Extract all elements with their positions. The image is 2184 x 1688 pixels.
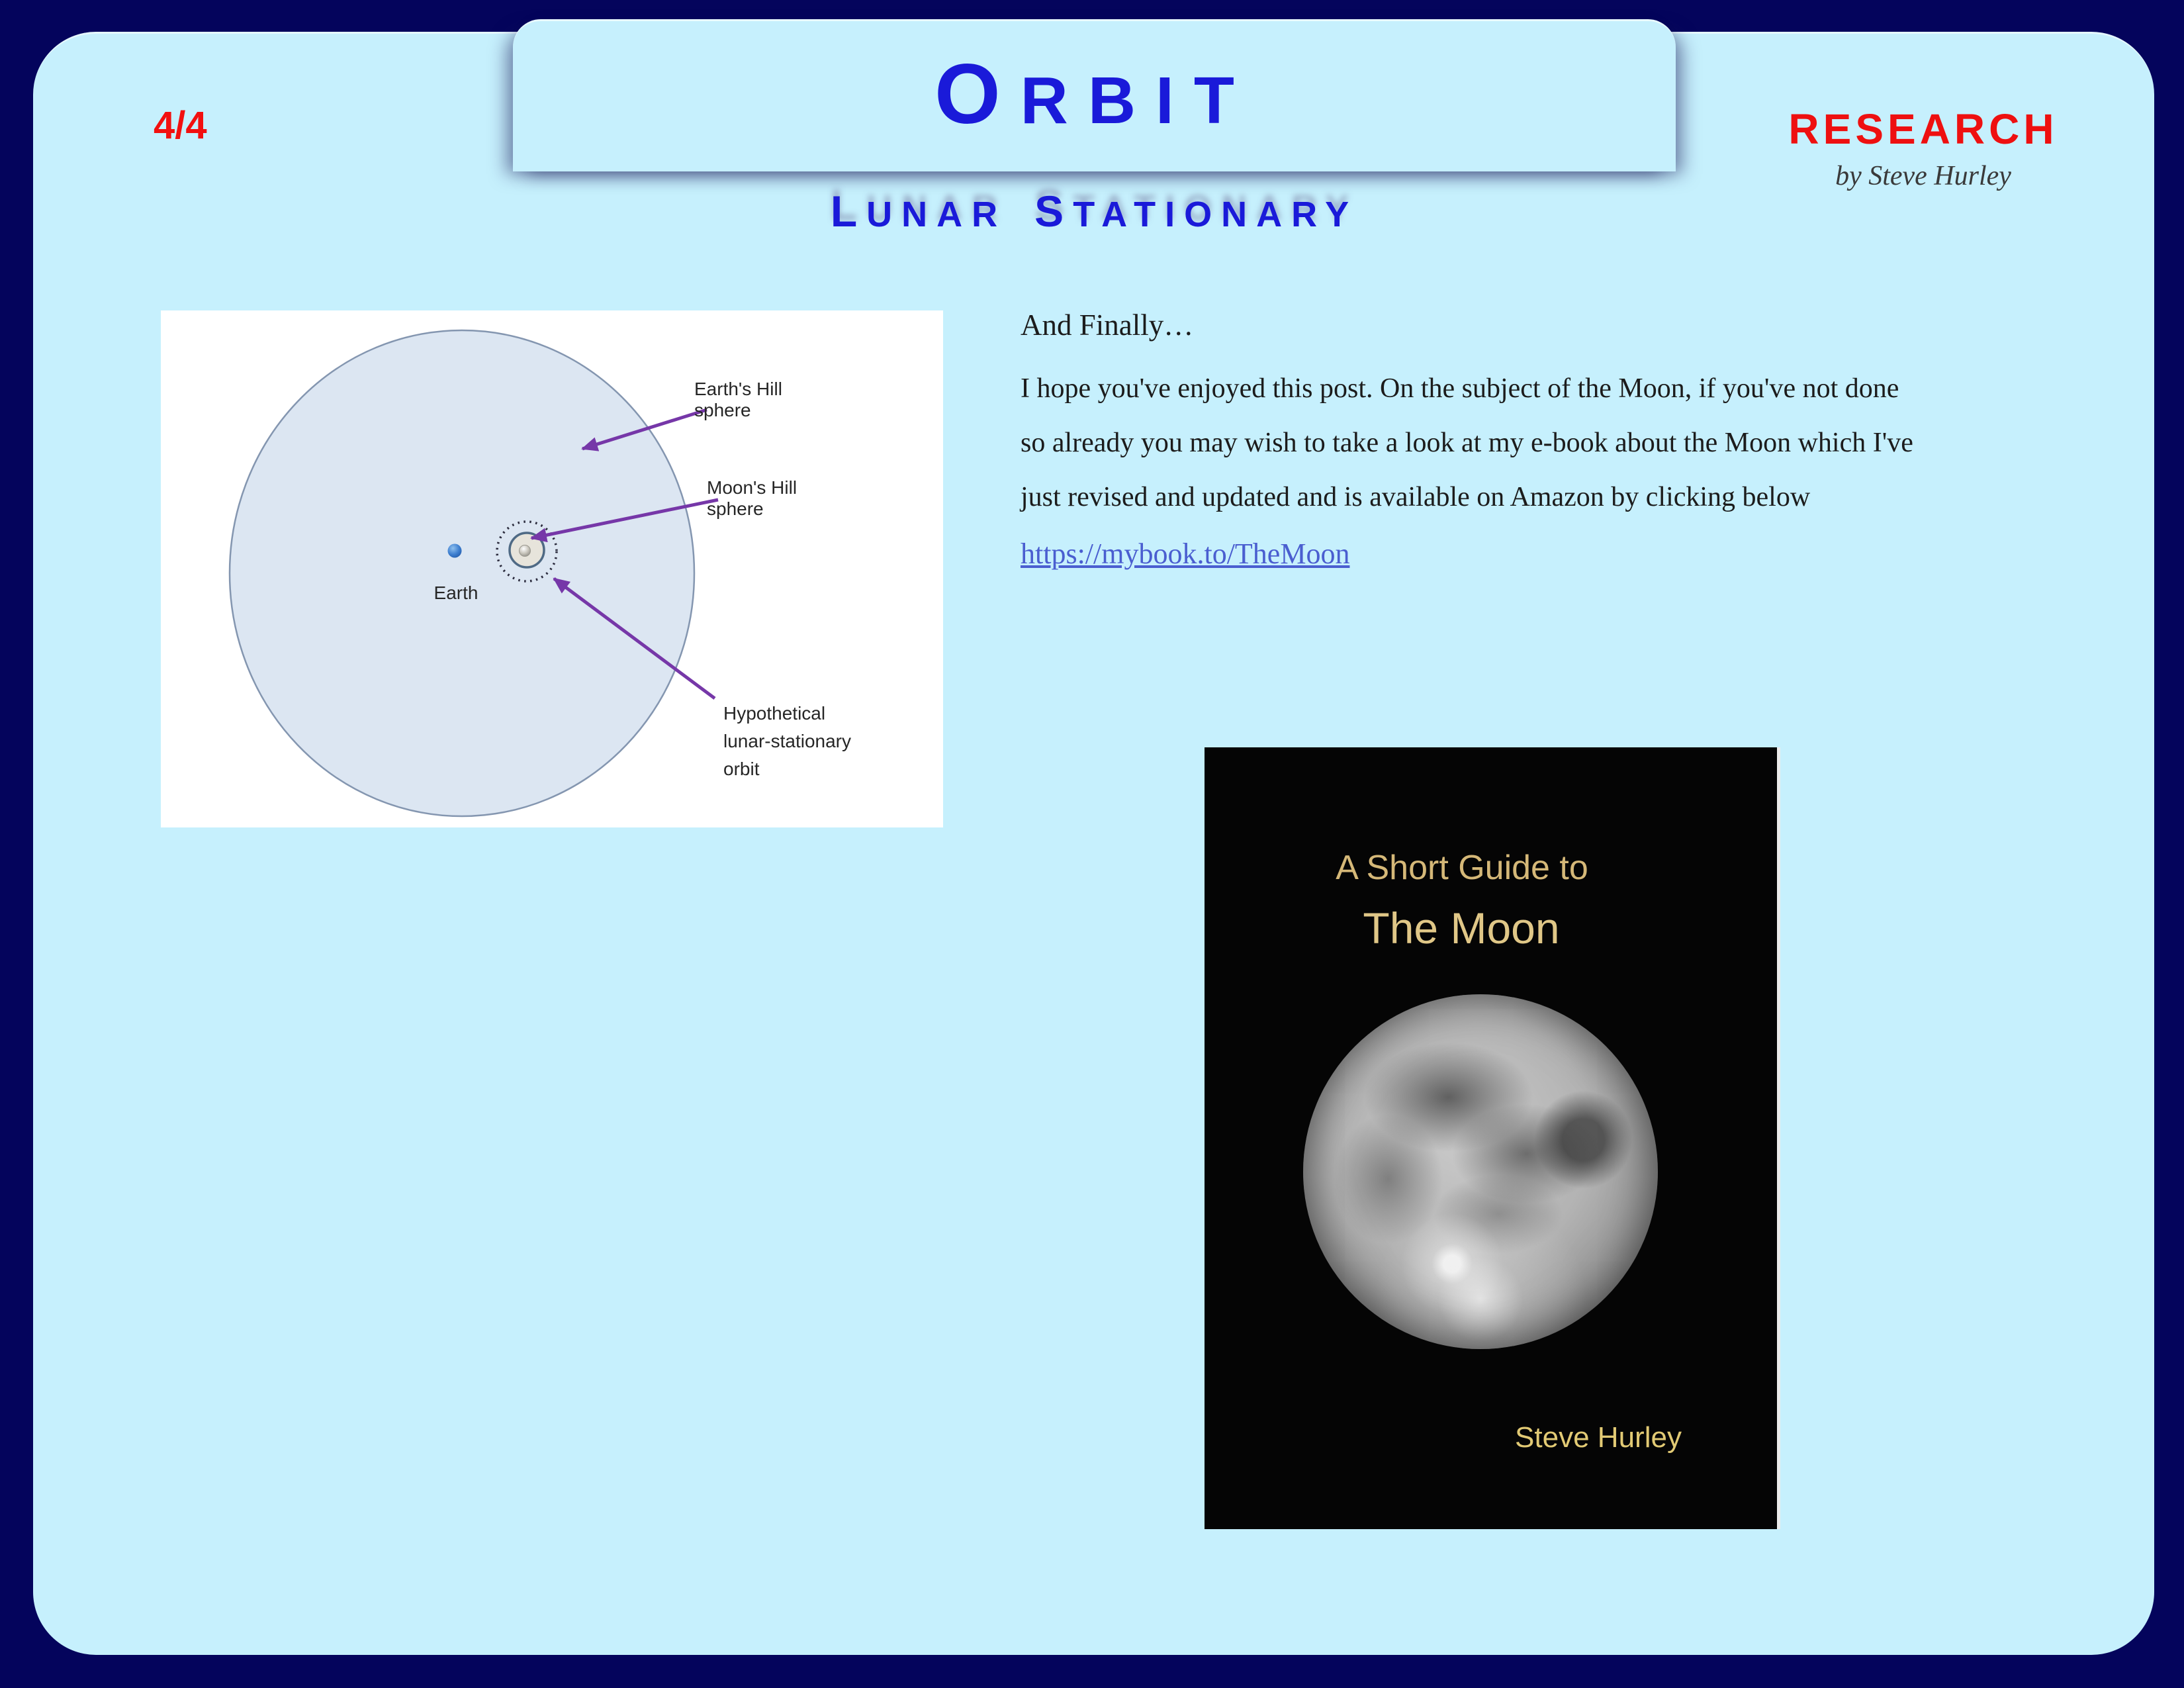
brand-research: RESEARCH bbox=[1788, 105, 2058, 153]
paragraph-gap bbox=[1021, 353, 2079, 361]
subtitle-word1-initial: L bbox=[830, 187, 867, 236]
earth-hill-label-line2: sphere bbox=[694, 400, 751, 420]
orbit-label-line3: orbit bbox=[723, 759, 760, 779]
book-cover[interactable] bbox=[1205, 747, 1780, 1529]
ebook-link[interactable]: https://mybook.to/TheMoon bbox=[1021, 538, 1350, 570]
earth-hill-sphere-circle bbox=[230, 330, 694, 816]
subtitle-word2-initial: S bbox=[1034, 187, 1073, 236]
page-title bbox=[513, 47, 1676, 164]
earth-label: Earth bbox=[433, 583, 478, 603]
moon-hill-label-line1: Moon's Hill bbox=[707, 477, 797, 498]
paragraph-line: just revised and updated and is available on Amazon by clicking below bbox=[1021, 482, 1811, 512]
closing-text-block bbox=[1021, 297, 2079, 584]
title-initial: O bbox=[934, 47, 1021, 142]
page-subtitle bbox=[513, 186, 1676, 236]
paragraph-line: so already you may wish to take a look at my e-book about the Moon which I've bbox=[1021, 428, 1913, 458]
orbit-label-line2: lunar-stationary bbox=[723, 731, 851, 751]
hill-sphere-diagram bbox=[161, 310, 943, 827]
book-tagline: A Short Guide to bbox=[1336, 849, 1588, 887]
byline: by Steve Hurley bbox=[1835, 161, 2011, 191]
moon-photo bbox=[1303, 994, 1658, 1349]
subtitle-word2-rest: TATIONARY bbox=[1073, 195, 1359, 234]
book-title: The Moon bbox=[1363, 904, 1560, 953]
moon-dot bbox=[520, 545, 531, 557]
earth-hill-label-line1: Earth's Hill bbox=[694, 379, 782, 399]
paragraph-line: I hope you've enjoyed this post. On the subject of the Moon, if you've not done bbox=[1021, 373, 1899, 404]
moon-hill-label-line2: sphere bbox=[707, 498, 764, 519]
header bbox=[513, 47, 1676, 236]
orbit-label-line1: Hypothetical bbox=[723, 703, 826, 724]
page-number: 4/4 bbox=[154, 104, 207, 147]
hill-sphere-diagram-svg bbox=[161, 310, 943, 827]
and-finally-heading: And Finally… bbox=[1021, 308, 1194, 342]
main-panel bbox=[33, 32, 2154, 1655]
book-author: Steve Hurley bbox=[1515, 1421, 1682, 1454]
title-rest: RBIT bbox=[1020, 64, 1254, 138]
subtitle-word1-rest: UNAR bbox=[866, 195, 1007, 234]
earth-dot bbox=[448, 544, 462, 558]
